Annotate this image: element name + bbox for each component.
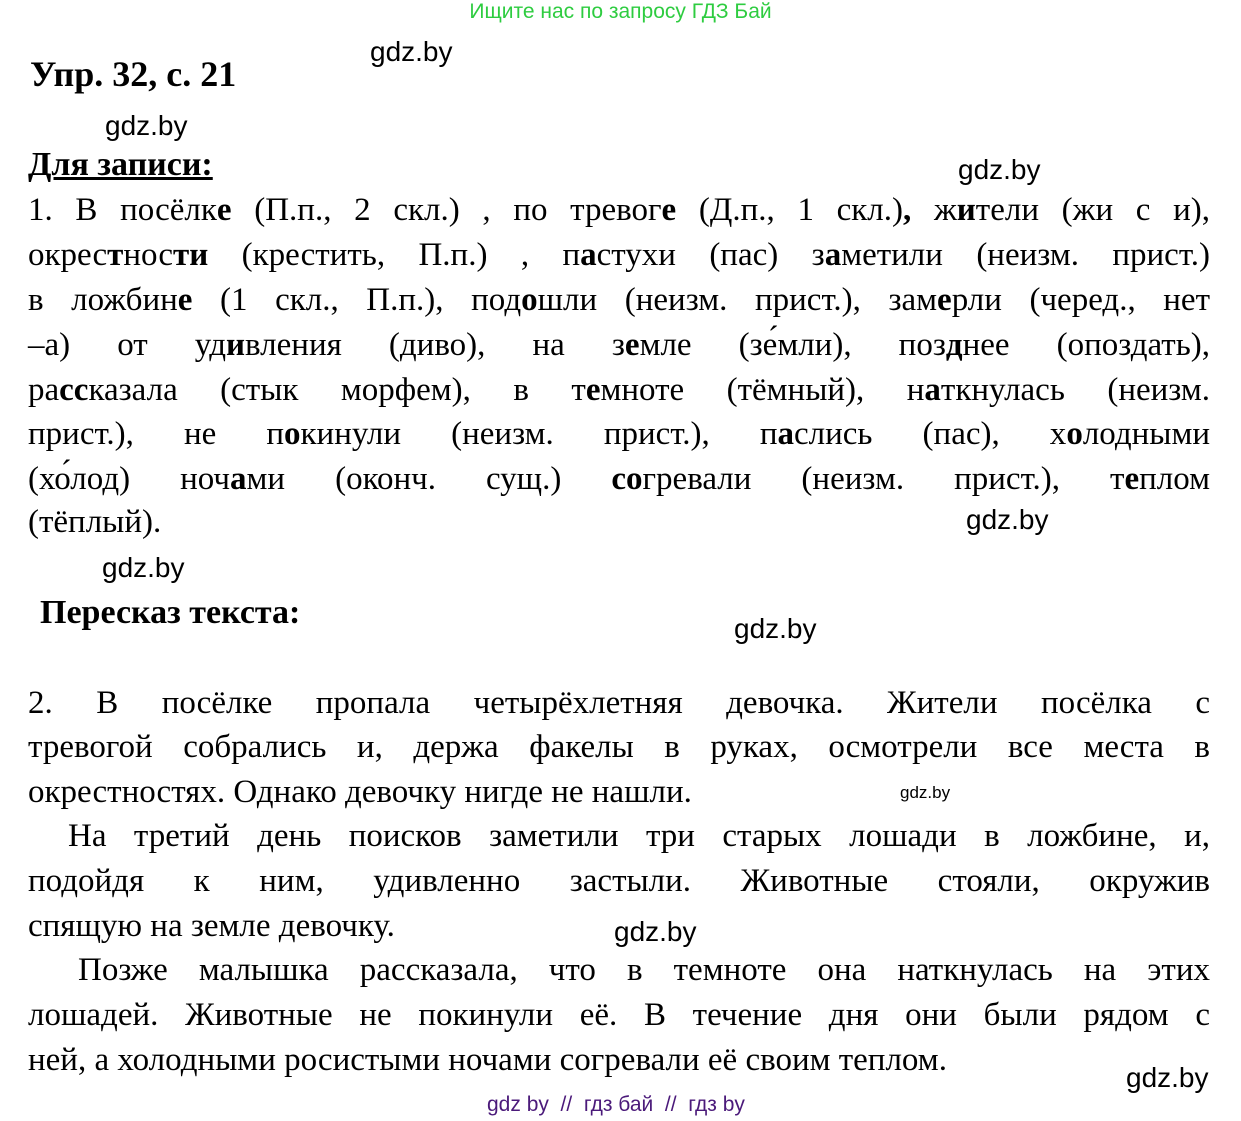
text-line <box>28 278 1210 322</box>
text-segment: метили (неизм. прист.) <box>841 237 1211 273</box>
text-line <box>28 323 1210 367</box>
watermark: gdz.by <box>102 552 185 583</box>
text-segment: ра <box>28 372 60 408</box>
text-line <box>28 1038 947 1082</box>
footer-watermark: gdz by // гдз бай // гдз by <box>487 1093 745 1116</box>
text-segment: (хо́лод) ноч <box>28 461 231 497</box>
highlighted-letter: е <box>661 192 677 228</box>
watermark: gdz.by <box>734 613 817 644</box>
highlighted-letter: о <box>1066 416 1083 452</box>
text-segment: вления (диво), на з <box>245 327 625 363</box>
page-title: Упр. 32, с. 21 <box>30 54 237 94</box>
text-line <box>28 993 1210 1037</box>
text-line <box>28 859 1210 903</box>
text-line <box>28 233 1210 277</box>
text-line <box>28 681 1210 725</box>
text-segment: стухи (пас) з <box>596 237 825 273</box>
highlighted-letter: о <box>521 282 538 318</box>
watermark: gdz.by <box>966 504 1049 535</box>
text-segment: в ложбин <box>28 282 178 318</box>
text-segment: (тёплый). <box>28 504 162 540</box>
text-line <box>28 904 395 948</box>
text-segment: плом <box>1139 461 1210 497</box>
highlighted-letter: сс <box>59 372 89 408</box>
highlighted-letter: о <box>284 416 301 452</box>
highlighted-letter: т <box>173 237 190 273</box>
highlighted-letter: е <box>177 282 193 318</box>
text-segment: гревали (неизм. прист.), т <box>642 461 1125 497</box>
text-segment: подойдя к ним, удивленно застыли. Животные стояли, окружив <box>28 863 1210 899</box>
text-segment: прист.), не п <box>28 416 285 452</box>
highlighted-letter: т <box>107 237 124 273</box>
text-line <box>28 188 1210 232</box>
highlighted-letter: со <box>611 461 643 497</box>
watermark: gdz.by <box>1126 1062 1209 1093</box>
text-segment: мноте (тёмный), н <box>600 372 925 408</box>
text-segment: тревогой собрались и, держа факелы в руках, осмотрели все места в <box>28 729 1210 765</box>
text-segment: окрес <box>28 237 108 273</box>
text-segment: 2. В посёлке пропала четырёхлетняя девочка. Жители посёлка с <box>28 685 1210 721</box>
text-segment: На третий день поисков заметили три старых лошади в ложбине, и, <box>68 818 1210 854</box>
highlighted-letter: , <box>903 192 912 228</box>
text-segment: ж <box>911 192 957 228</box>
text-segment: кинули (неизм. прист.), п <box>300 416 778 452</box>
text-segment: (1 скл., П.п.), под <box>192 282 522 318</box>
highlighted-letter: а <box>580 237 597 273</box>
text-line <box>78 948 1210 992</box>
text-segment: тели (жи с и), <box>975 192 1211 228</box>
highlighted-letter: а <box>777 416 794 452</box>
highlighted-letter: а <box>824 237 842 273</box>
text-line <box>28 770 692 814</box>
section-heading-retelling: Пересказ текста: <box>40 594 301 631</box>
text-segment: окрестностях. Однако девочку нигде не нашли. <box>28 774 692 810</box>
text-segment: мле (зе́мли), поз <box>639 327 946 363</box>
text-segment: нее (опоздать), <box>962 327 1210 363</box>
text-segment: слись (пас), х <box>794 416 1067 452</box>
text-segment: –а) от уд <box>28 327 227 363</box>
text-line <box>28 457 1210 501</box>
watermark: gdz.by <box>900 783 951 802</box>
highlighted-letter: е <box>585 372 601 408</box>
text-segment: лошадей. Животные не покинули её. В течение дня они были рядом с <box>28 997 1210 1033</box>
watermark: gdz.by <box>614 916 697 947</box>
highlighted-letter: е <box>937 282 952 318</box>
text-line <box>28 412 1210 456</box>
text-segment: рли (черед., нет <box>951 282 1210 318</box>
text-segment: казала (стык морфем), в т <box>88 372 586 408</box>
watermark: gdz.by <box>370 36 453 67</box>
highlighted-letter: а <box>230 461 247 497</box>
highlighted-letter: и <box>226 327 246 363</box>
highlighted-letter: а <box>924 372 941 408</box>
highlighted-letter: и <box>189 237 209 273</box>
text-segment: 1. В посёлк <box>28 192 217 228</box>
watermark: gdz.by <box>958 154 1041 185</box>
text-segment: Позже малышка рассказала, что в темноте она наткнулась на этих <box>78 952 1210 988</box>
text-line <box>28 500 161 544</box>
text-segment: ней, а холодными росистыми ночами согревали её своим теплом. <box>28 1042 947 1078</box>
text-segment: спящую на земле девочку. <box>28 908 395 944</box>
highlighted-letter: и <box>956 192 976 228</box>
text-line <box>28 725 1210 769</box>
text-line <box>68 814 1210 858</box>
text-segment: шли (неизм. прист.), зам <box>537 282 938 318</box>
text-segment: ми (оконч. сущ.) <box>246 461 612 497</box>
text-segment: (Д.п., 1 скл.) <box>676 192 904 228</box>
section-heading-notes: Для записи: <box>28 146 213 183</box>
text-segment: ткнулась (неизм. <box>940 372 1210 408</box>
text-segment: нос <box>123 237 174 273</box>
text-segment: (крестить, П.п.) , п <box>208 237 581 273</box>
watermark: gdz.by <box>105 110 188 141</box>
highlighted-letter: е <box>216 192 232 228</box>
highlighted-letter: е <box>1124 461 1140 497</box>
text-segment: (П.п., 2 скл.) , по тревог <box>231 192 662 228</box>
text-line <box>28 368 1210 412</box>
search-banner: Ищите нас по запросу ГДЗ Бай <box>469 0 772 23</box>
highlighted-letter: д <box>945 327 963 363</box>
text-segment: лодными <box>1082 416 1210 452</box>
highlighted-letter: е <box>624 327 640 363</box>
